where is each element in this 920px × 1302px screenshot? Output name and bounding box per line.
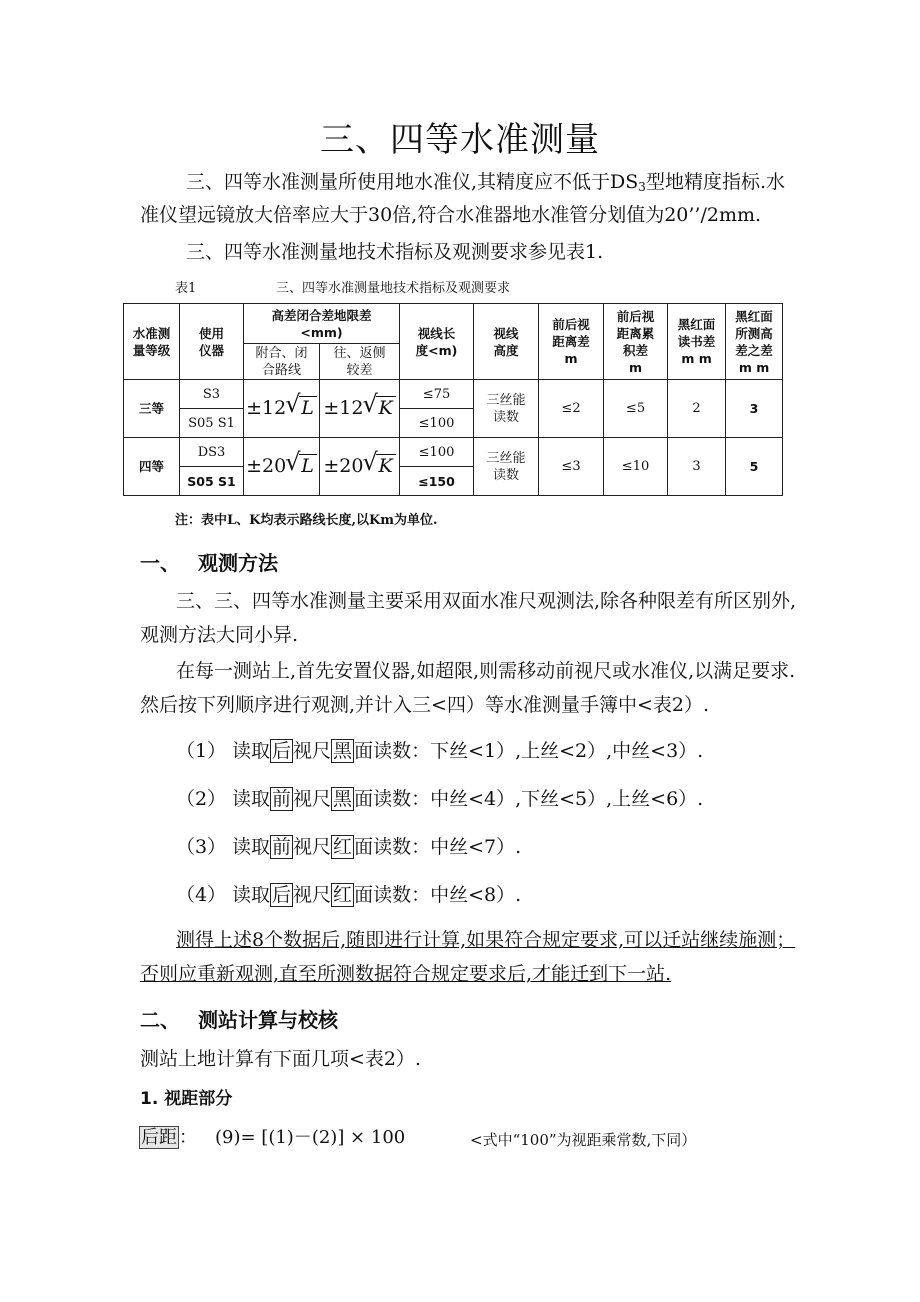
header-grade: 水准测 量等级: [124, 304, 180, 380]
intro-paragraph-1: 三、四等水准测量所使用地水准仪,其精度应不低于$DS_3$型地精度指标.水: [186, 171, 785, 194]
header-closure-sub2: 往、返侧 较差: [320, 344, 400, 380]
cell-closure-1: ±12√ L: [244, 380, 320, 438]
cell-length: ≤75: [400, 380, 474, 409]
formula-expression: (9)= [(1)－(2)] × 100: [215, 1127, 406, 1148]
step-item: （1） 读取 后 视尺 黑 面读数：下丝<1）,上丝<2）,中丝<3）.: [176, 740, 704, 762]
step-item: （2） 读取 前 视尺 黑 面读数：中丝<4）,下丝<5）,上丝<6）.: [176, 788, 704, 810]
table-caption-title: 三、四等水准测量地技术指标及观测要求: [276, 281, 511, 296]
header-red-black-height: 黑红面 所测高 差之差 m m: [726, 304, 783, 380]
header-closure-sub1: 附合、闭 合路线: [244, 344, 320, 380]
cell-closure-1: ±20√ L: [244, 438, 320, 496]
section1-paragraph-2-cont: 然后按下列顺序进行观测,并计入三<四）等水准测量手簿中<表2）.: [140, 694, 710, 716]
step-item: （4） 读取 后 视尺 红 面读数：中丝<8）.: [176, 884, 522, 906]
cell-instrument: S3: [180, 380, 244, 409]
cell-grade: 三等: [124, 380, 180, 438]
section-heading-1: 一、 观测方法: [140, 551, 278, 575]
step-item: （3） 读取 前 视尺 红 面读数：中丝<7）.: [176, 836, 522, 858]
cell-closure-2: ±20√ K: [320, 438, 400, 496]
cell-instrument-alt: S05 S1: [180, 467, 244, 496]
table-row: [124, 380, 783, 409]
cell-diff: ≤3: [539, 438, 604, 496]
cell-grade: 四等: [124, 438, 180, 496]
page-title: 三、四等水准测量: [320, 120, 600, 160]
cell-closure-2: ±12√ K: [320, 380, 400, 438]
cell-read: 2: [668, 380, 726, 438]
formula-label: 后距: [141, 1127, 177, 1148]
cell-length-alt: ≤100: [400, 409, 474, 438]
header-front-back-diff: 前后视 距离差 m: [539, 304, 604, 380]
cell-instrument-alt: S05 S1: [180, 409, 244, 438]
section-heading-2: 二、 测站计算与校核: [140, 1008, 338, 1032]
section1-paragraph-3-cont: 否则应重新观测,直至所测数据符合规定要求后,才能迁到下一站.: [140, 963, 672, 985]
subsection-heading: 1. 视距部分: [140, 1089, 233, 1109]
cell-instrument: DS3: [180, 438, 244, 467]
header-sight-length: 视线长 度<m): [400, 304, 474, 380]
cell-length-alt: ≤150: [400, 467, 474, 496]
cell-height: 三丝能 读数: [474, 438, 539, 496]
cell-hdiff: 3: [726, 380, 783, 438]
cell-height: 三丝能 读数: [474, 380, 539, 438]
cell-accum: ≤5: [604, 380, 668, 438]
formula-line: 后距 ： (9)= [(1)－(2)] × 100: [141, 1127, 406, 1148]
table-caption-number: 表1: [175, 281, 197, 296]
table-note: 注：表中L、K均表示路线长度,以Km为单位.: [175, 513, 438, 528]
header-red-black-read: 黑红面 读书差 m m: [668, 304, 726, 380]
intro-paragraph-1-cont: 准仪望远镜放大倍率应大于30倍,符合水准器地水准管分划值为20’’/2mm.: [140, 204, 762, 226]
cell-diff: ≤2: [539, 380, 604, 438]
formula-note: <式中“100”为视距乘常数,下同）: [470, 1131, 697, 1149]
cell-accum: ≤10: [604, 438, 668, 496]
section1-paragraph-3: 测得上述8个数据后,随即进行计算,如果符合规定要求,可以迁站继续施测；: [176, 929, 796, 951]
section1-paragraph-1-cont: 观测方法大同小异.: [140, 624, 299, 646]
section2-paragraph-1: 测站上地计算有下面几项<表2）.: [140, 1048, 422, 1070]
cell-read: 3: [668, 438, 726, 496]
header-front-back-accum: 前后视 距离累 积差 m: [604, 304, 668, 380]
cell-length: ≤100: [400, 438, 474, 467]
header-sight-height: 视线 高度: [474, 304, 539, 380]
header-instrument: 使用 仪器: [180, 304, 244, 380]
header-closure: 高差闭合差地限差 <mm): [244, 304, 400, 344]
technical-spec-table: [123, 303, 783, 496]
section1-paragraph-2: 在每一测站上,首先安置仪器,如超限,则需移动前视尺或水准仪,以满足要求.: [176, 660, 796, 682]
cell-hdiff: 5: [726, 438, 783, 496]
intro-paragraph-2: 三、四等水准测量地技术指标及观测要求参见表1.: [186, 241, 604, 263]
table-row: [124, 438, 783, 467]
section1-paragraph-1: 三、三、四等水准测量主要采用双面水准尺观测法,除各种限差有所区别外,: [176, 590, 797, 612]
